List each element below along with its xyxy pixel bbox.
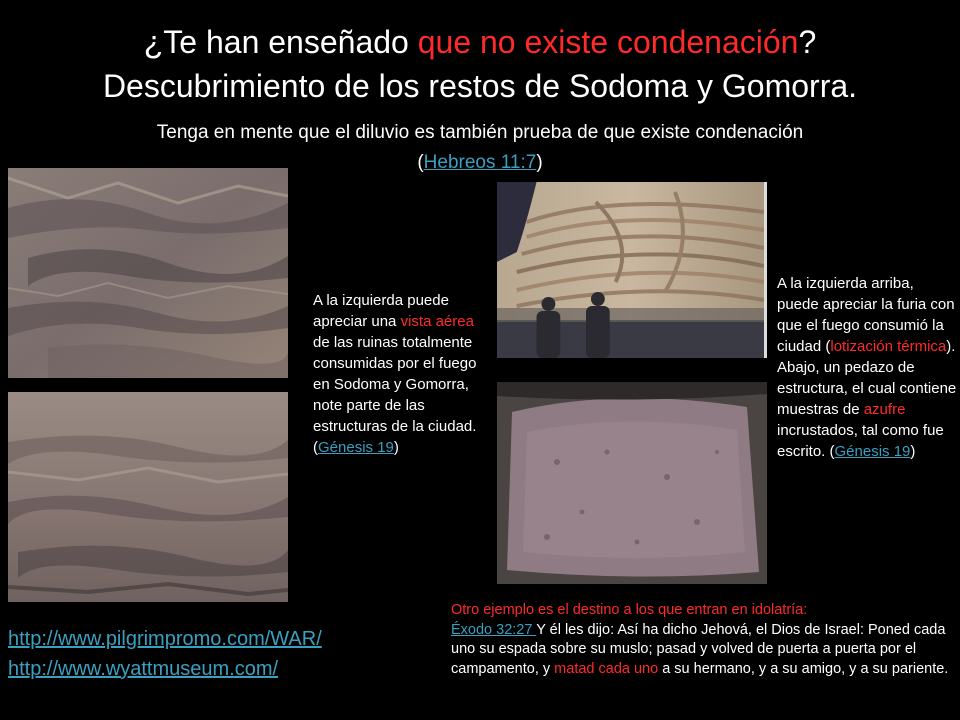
caption-right-text-4: ) [910,443,916,460]
title-text-post: ? [798,24,817,60]
idolatry-highlight: matad cada uno [554,660,659,677]
genesis-link-left[interactable]: Génesis 19 [318,439,394,456]
sulfur-rock-photo [497,382,767,584]
aerial-ruins-photo-bottom [8,392,288,602]
caption-right-text-2: ). Abajo, un pedazo de estructura, el cual contiene muestras de [777,338,957,418]
page-title-line-1 [0,22,960,62]
wyattmuseum-link[interactable]: http://www.wyattmuseum.com/ [8,658,279,680]
aerial-caption [313,290,491,458]
hebreos-link[interactable]: Hebreos 11:7 [423,152,537,173]
idolatry-intro: Otro ejemplo es el destino a los que entran en idolatría: [451,602,808,618]
caption-right-highlight-2: azufre [863,401,906,418]
thermal-stratification-photo [497,182,767,358]
subtitle-paren-open: ( [417,152,424,173]
exodo-link[interactable]: Éxodo 32:27 [451,621,537,638]
idolatry-text-2: a su hermano, y a su amigo, y a su pariente. [658,660,949,677]
page-title-line-2: Descubrimiento de los restos de Sodoma y Gomorra. [102,68,858,104]
caption-left-text-2: de las ruinas totalmente consumidas por el fuego en Sodoma y Gomorra, note parte de las estructuras de la ciudad. ( [313,334,477,456]
subtitle-text: Tenga en mente que el diluvio es también prueba de que existe condenación [156,122,804,143]
caption-right-text-1: A la izquierda arriba, puede apreciar la furia con que el fuego consumió la ciudad ( [777,275,955,355]
title-text-highlight: que no existe condenación [417,24,799,60]
thermal-caption [777,273,957,462]
caption-left-text-3: ) [393,439,399,456]
aerial-ruins-photo-top [8,168,288,378]
subtitle-paren-close: ) [536,152,543,173]
genesis-link-right[interactable]: Génesis 19 [834,443,911,460]
pilgrimpromo-link[interactable]: http://www.pilgrimpromo.com/WAR/ [8,628,322,650]
reference-links [8,624,322,684]
caption-left-highlight: vista aérea [400,313,474,330]
caption-left-text-1: A la izquierda puede apreciar una [313,292,449,330]
idolatry-text-1: Y él les dijo: Así ha dicho Jehová, el Dios de Israel: Poned cada uno su espada sobre su muslo; pasad y volved de puerta a puerta por el campamento, y [451,621,946,677]
caption-right-text-3: incrustados, tal como fue escrito. ( [777,422,944,460]
title-text-pre: ¿Te han enseñado [143,24,418,60]
idolatry-paragraph [451,601,957,679]
caption-right-highlight-1: lotización térmica [830,338,947,355]
